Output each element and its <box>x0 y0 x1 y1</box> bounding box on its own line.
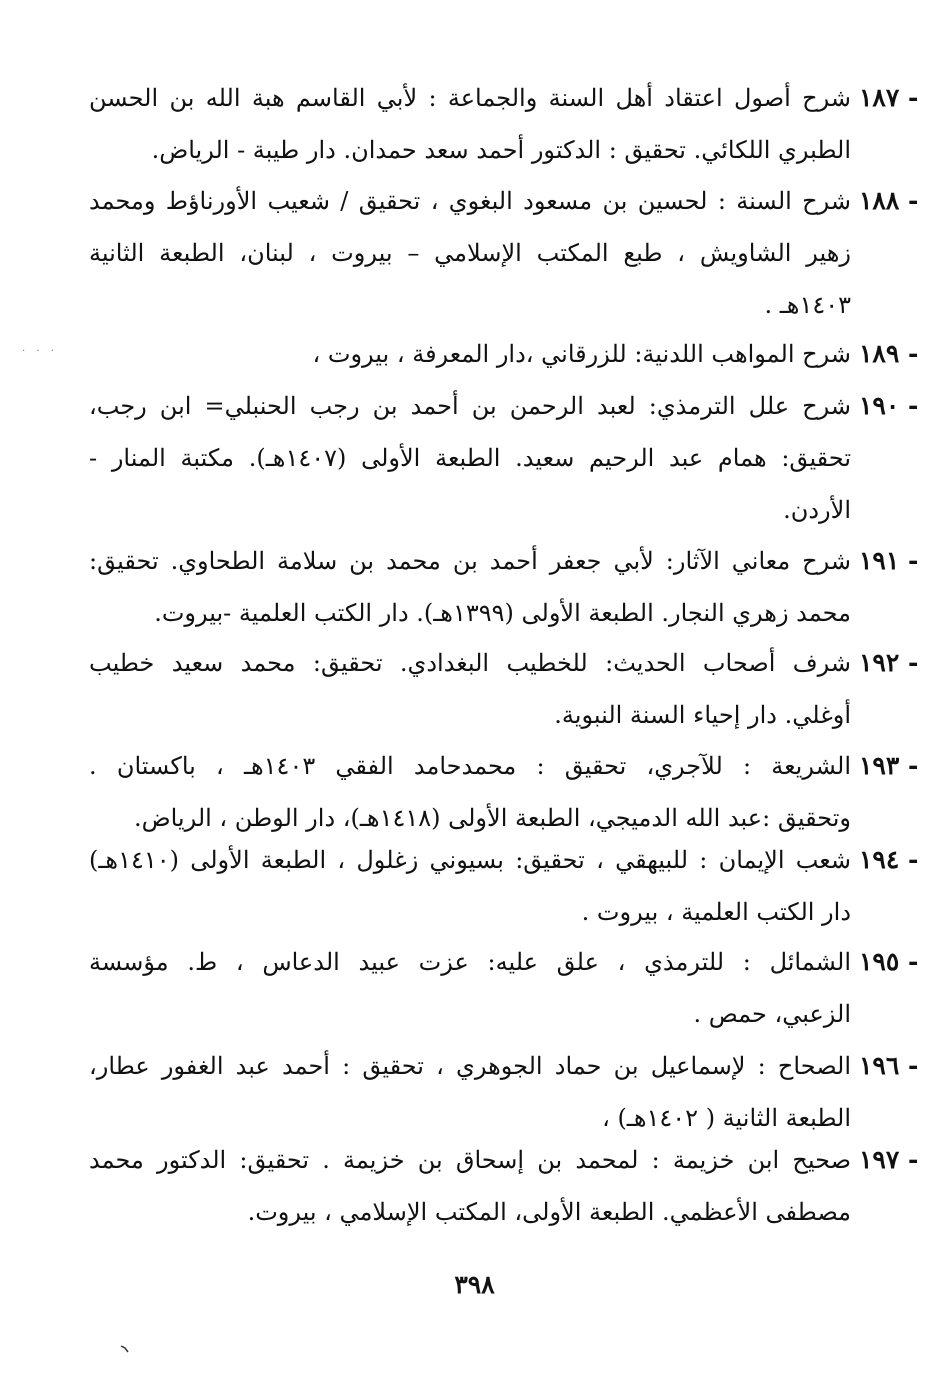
entry-line: دار الكتب العلمية ، بيروت . <box>581 898 851 926</box>
bibliography-entry-194 <box>89 834 919 938</box>
entry-line: الشريعة : للآجري، تحقيق : محمدحامد الفقي ١٤٠٣هـ ، باكستان . <box>89 752 851 780</box>
bibliography-entry-192 <box>89 637 919 741</box>
entry-number: ١٩٣ - <box>859 751 919 780</box>
entry-line: محمد زهري النجار. الطبعة الأولى (١٣٩٩هـ). دار الكتب العلمية -بيروت. <box>154 599 851 627</box>
entry-line: أوغلي. دار إحياء السنة النبوية. <box>554 701 851 729</box>
entry-line: شرف أصحاب الحديث: للخطيب البغدادي. تحقيق: محمد سعيد خطيب <box>89 649 851 677</box>
bibliography-entry-197 <box>89 1134 919 1238</box>
entry-line: زهير الشاويش ، طبع المكتب الإسلامي – بيروت ، لبنان، الطبعة الثانية <box>89 239 851 267</box>
entry-number: ١٨٧ - <box>859 83 919 112</box>
entry-number: ١٩٢ - <box>859 648 919 677</box>
entry-line: مصطفى الأعظمي. الطبعة الأولى، المكتب الإسلامي ، بيروت. <box>247 1198 851 1226</box>
bibliography-entry-188 <box>89 175 919 331</box>
bibliography-entry-190 <box>89 380 919 536</box>
entry-line: شرح السنة : لحسين بن مسعود البغوي ، تحقيق / شعيب الأورناؤط ومحمد <box>89 187 851 215</box>
entry-line: الشمائل : للترمذي ، علق عليه: عزت عبيد الدعاس ، ط. مؤسسة <box>89 948 851 976</box>
entry-line: وتحقيق :عبد الله الدميجي، الطبعة الأولى (١٤١٨هـ)، دار الوطن ، الرياض. <box>133 804 851 832</box>
entry-number: ١٩٠ - <box>859 391 919 420</box>
entry-line: شرح معاني الآثار: لأبي جعفر أحمد بن محمد بن سلامة الطحاوي. تحقيق: <box>89 547 851 575</box>
entry-line: الطبري اللكائي. تحقيق : الدكتور أحمد سعد حمدان. دار طيبة - الرياض. <box>151 136 851 164</box>
entry-line: الأردن. <box>783 496 851 524</box>
entry-number: ١٩٤ - <box>859 845 919 874</box>
entry-line: تحقيق: همام عبد الرحيم سعيد. الطبعة الأولى (١٤٠٧هـ). مكتبة المنار - <box>89 444 851 472</box>
entry-number: ١٩٦ - <box>859 1051 919 1080</box>
entry-number: ١٩٥ - <box>859 947 919 976</box>
entry-line: شرح أصول اعتقاد أهل السنة والجماعة : لأبي القاسم هبة الله بن الحسن <box>89 84 851 112</box>
entry-number: ١٨٨ - <box>859 186 919 215</box>
bibliography-entry-191 <box>89 535 919 639</box>
entry-number: ١٩٧ - <box>859 1145 919 1174</box>
entry-line: شرح علل الترمذي: لعبد الرحمن بن أحمد بن رجب الحنبلي= ابن رجب، <box>89 392 851 420</box>
entry-number: ١٩١ - <box>859 546 919 575</box>
bibliography-entry-187 <box>89 72 919 176</box>
entry-line: صحيح ابن خزيمة : لمحمد بن إسحاق بن خزيمة . تحقيق: الدكتور محمد <box>89 1146 851 1174</box>
bibliography-entry-196 <box>89 1040 919 1144</box>
bibliography-entry-195 <box>89 936 919 1040</box>
entry-number: ١٨٩ - <box>859 339 919 368</box>
scan-artifact-speck <box>120 1343 132 1355</box>
entry-line: شعب الإيمان : للبيهقي ، تحقيق: بسيوني زغلول ، الطبعة الأولى (١٤١٠هـ) <box>89 846 851 874</box>
entry-line: ١٤٠٣هـ . <box>764 291 851 319</box>
bibliography-entry-189 <box>89 328 919 380</box>
entry-line: الطبعة الثانية ( ١٤٠٢هـ) ، <box>602 1104 851 1132</box>
entry-line: الصحاح : لإسماعيل بن حماد الجوهري ، تحقيق : أحمد عبد الغفور عطار، <box>89 1052 851 1080</box>
page-number: ٣٩٨ <box>454 1270 495 1299</box>
entry-line: الزعبي، حمص . <box>693 1000 851 1028</box>
scan-artifact-dots: · · · <box>22 346 58 357</box>
bibliography-entry-193 <box>89 740 919 844</box>
entry-line: شرح المواهب اللدنية: للزرقاني ،دار المعرفة ، بيروت ، <box>312 340 851 368</box>
